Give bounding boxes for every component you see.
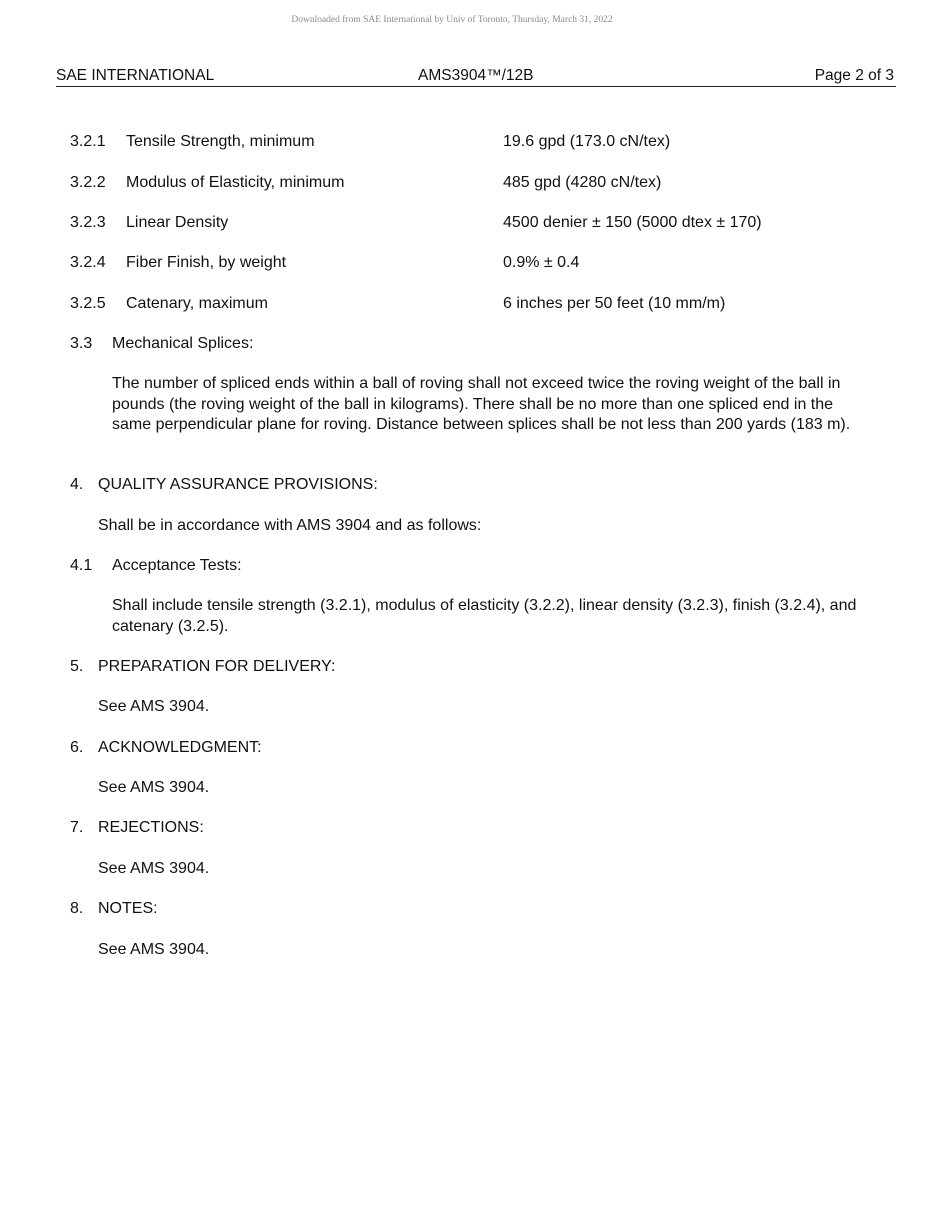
property-number: 3.2.1: [70, 133, 106, 150]
property-value: 4500 denier ± 150 (5000 dtex ± 170): [503, 214, 762, 231]
section-heading: REJECTIONS:: [98, 819, 204, 836]
section-paragraph: Shall be in accordance with AMS 3904 and as follows:: [98, 517, 482, 534]
property-number: 3.2.3: [70, 214, 106, 231]
section-paragraph: See AMS 3904.: [98, 698, 210, 715]
section-number: 4.: [70, 476, 84, 493]
section-heading: Acceptance Tests:: [112, 557, 242, 574]
section-heading: Mechanical Splices:: [112, 335, 254, 352]
section-number: 7.: [70, 819, 84, 836]
section-paragraph: See AMS 3904.: [98, 779, 210, 796]
section-heading: ACKNOWLEDGMENT:: [98, 739, 262, 756]
property-label: Catenary, maximum: [126, 295, 268, 312]
property-value: 6 inches per 50 feet (10 mm/m): [503, 295, 726, 312]
property-label: Fiber Finish, by weight: [126, 254, 287, 271]
property-number: 3.2.4: [70, 254, 106, 271]
property-label: Tensile Strength, minimum: [126, 133, 315, 150]
property-label: Linear Density: [126, 214, 229, 231]
section-paragraph: Shall include tensile strength (3.2.1), modulus of elasticity (3.2.2), linear density (3.2.3), finish (3.2.4), and catenary (3.2.5).: [112, 597, 857, 635]
section-paragraph: See AMS 3904.: [98, 860, 210, 877]
property-number: 3.2.5: [70, 295, 106, 312]
page-header: [56, 66, 896, 87]
section-heading: NOTES:: [98, 900, 158, 917]
section-heading: QUALITY ASSURANCE PROVISIONS:: [98, 476, 378, 493]
property-label: Modulus of Elasticity, minimum: [126, 174, 345, 191]
section-number: 4.1: [70, 557, 93, 574]
section-paragraph: The number of spliced ends within a ball of roving shall not exceed twice the roving weight of the ball in pounds (the roving weight of the ball in kilograms). There shall be no more than one spliced end in the same perpendicular plane for roving. Distance between splices shall be not less than 200 yards (183 m).: [112, 375, 851, 433]
property-value: 0.9% ± 0.4: [503, 254, 580, 271]
section-number: 3.3: [70, 335, 93, 352]
property-number: 3.2.2: [70, 174, 106, 191]
section-paragraph: See AMS 3904.: [98, 941, 210, 958]
header-organization: SAE INTERNATIONAL: [56, 67, 215, 84]
header-page-number: Page 2 of 3: [814, 67, 894, 84]
property-value: 19.6 gpd (173.0 cN/tex): [503, 133, 671, 150]
property-value: 485 gpd (4280 cN/tex): [503, 174, 662, 191]
section-number: 5.: [70, 658, 84, 675]
header-document-id: AMS3904™/12B: [418, 67, 534, 84]
section-heading: PREPARATION FOR DELIVERY:: [98, 658, 336, 675]
section-number: 6.: [70, 739, 84, 756]
section-number: 8.: [70, 900, 84, 917]
download-watermark: Downloaded from SAE International by Univ of Toronto, Thursday, March 31, 2022: [291, 15, 613, 25]
